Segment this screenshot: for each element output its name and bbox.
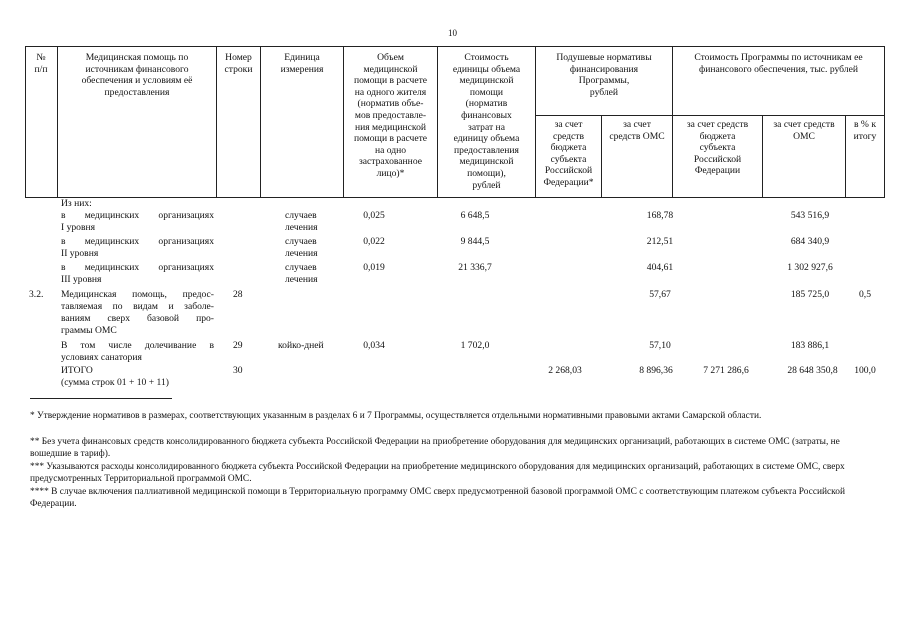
- row4-oms: 57,67: [649, 289, 671, 300]
- header-prog-budget: за счет средств бюджета субъекта Российской Федерации: [686, 119, 749, 177]
- header-vline: [884, 46, 885, 198]
- row2-unit-2: лечения: [285, 248, 318, 259]
- row4-label: Медицинская помощь, предос-: [61, 289, 214, 300]
- row1-label-2: I уровня: [61, 222, 96, 233]
- header-prog-pct: в % к итогу: [853, 119, 877, 142]
- table-header: [25, 46, 885, 198]
- row1-unit: случаев: [285, 210, 317, 221]
- row5-label-2: условиях санатория: [61, 352, 142, 363]
- header-prog-oms: за счет средств ОМС: [773, 119, 835, 142]
- header-pc-oms: за счет средств ОМС: [609, 119, 665, 142]
- footnote-4: **** В случае включения паллиативной медицинской помощи в Территориальную программу ОМС сверх предусмотренной базовой программой ОМС с соответствующим платежом субъекта Российской Федерации.: [30, 487, 845, 509]
- row4-label-4: граммы ОМС: [61, 325, 117, 336]
- of-which-label: Из них:: [61, 198, 92, 209]
- total-pc-budget: 2 268,03: [548, 365, 582, 376]
- header-program-cost: Стоимость Программы по источникам ее финансового обеспечения, тыс. рублей: [694, 52, 863, 75]
- row4-pct: 0,5: [859, 289, 871, 300]
- total-oms: 8 896,36: [639, 365, 673, 376]
- row1-unit-2: лечения: [285, 222, 318, 233]
- row1-prog-oms: 543 516,9: [790, 210, 830, 221]
- footnote-3: *** Указываются расходы консолидированного бюджета субъекта Российской Федерации на приобретение медицинского оборудования для медицинских организаций, работающих в системе ОМС, сверх предусмотренных Территориальной программой ОМС.: [30, 462, 845, 484]
- row2-cost: 9 844,5: [460, 236, 490, 247]
- total-prog-budget: 7 271 286,6: [703, 365, 749, 376]
- row1-cost: 6 648,5: [460, 210, 490, 221]
- row4-number: 3.2.: [29, 289, 44, 300]
- total-prog-oms: 28 648 350,8: [787, 365, 838, 376]
- header-bottom-border: [25, 197, 885, 198]
- row3-prog-oms: 1 302 927,6: [787, 262, 833, 273]
- header-pc-budget: за счет средств бюджета субъекта Российской Федерации*: [543, 119, 594, 188]
- row5-prog-oms: 183 886,1: [790, 340, 830, 351]
- header-sub-border: [535, 115, 885, 116]
- row3-label: в медицинских организациях: [61, 262, 214, 273]
- row2-unit: случаев: [285, 236, 317, 247]
- header-volume: Объем медицинской помощи в расчете на одного жителя (норматив объе- мов предоставле- ния медицинской помощи в расчете на одно застрахованное лицо)*: [353, 52, 428, 179]
- row1-label: в медицинских организациях: [61, 210, 214, 221]
- row5-oms: 57,10: [649, 340, 671, 351]
- row5-row-no: 29: [233, 340, 243, 351]
- row2-volume: 0,022: [363, 236, 385, 247]
- row4-row-no: 28: [233, 289, 243, 300]
- footnote-1: * Утверждение нормативов в размерах, соответствующих указанным в разделах 6 и 7 Программы, осуществляется отдельными нормативными правовыми актами Самарской области.: [30, 411, 762, 421]
- row3-unit-2: лечения: [285, 274, 318, 285]
- header-cost: Стоимость единицы объема медицинской помощи (норматив финансовых затрат на единицу объема предоставления медицинской помощи), рублей: [452, 52, 521, 191]
- row2-label: в медицинских организациях: [61, 236, 214, 247]
- row5-volume: 0,034: [363, 340, 385, 351]
- row5-unit: койко-дней: [278, 340, 324, 351]
- footnote-2: ** Без учета финансовых средств консолидированного бюджета субъекта Российской Федерации на приобретение оборудования для медицинских организаций, работающих в системе ОМС (затраты, не вошедшие в тариф).: [30, 437, 840, 459]
- header-top-border: [25, 46, 885, 47]
- row2-prog-oms: 684 340,9: [790, 236, 830, 247]
- header-per-capita: Подушевые нормативы финансирования Программы, рублей: [556, 52, 652, 98]
- header-unit: Единица измерения: [280, 52, 324, 75]
- header-care: Медицинская помощь по источникам финансового обеспечения и условиям её предоставления: [81, 52, 193, 98]
- row1-oms: 168,78: [646, 210, 674, 221]
- row5-cost: 1 702,0: [460, 340, 490, 351]
- row3-cost: 21 336,7: [458, 262, 492, 273]
- total-pct: 100,0: [854, 365, 876, 376]
- row5-label: В том числе долечивание в: [61, 340, 214, 351]
- row2-oms: 212,51: [646, 236, 674, 247]
- header-row-no: Номер строки: [224, 52, 253, 75]
- row3-oms: 404,61: [646, 262, 674, 273]
- row4-label-3: ваниям сверх базовой про-: [61, 313, 214, 324]
- row3-label-2: III уровня: [61, 274, 102, 285]
- row2-label-2: II уровня: [61, 248, 99, 259]
- row3-volume: 0,019: [363, 262, 385, 273]
- row3-unit: случаев: [285, 262, 317, 273]
- header-num: № п/п: [34, 52, 48, 75]
- total-row-no: 30: [233, 365, 243, 376]
- row1-volume: 0,025: [363, 210, 385, 221]
- row4-label-2: тавляемая по видам и заболе-: [61, 301, 214, 312]
- page-number: 10: [448, 28, 457, 38]
- row4-prog-oms: 185 725,0: [790, 289, 830, 300]
- total-label: ИТОГО: [61, 365, 93, 376]
- footnote-divider: [30, 398, 172, 399]
- total-label-2: (сумма строк 01 + 10 + 11): [61, 377, 169, 388]
